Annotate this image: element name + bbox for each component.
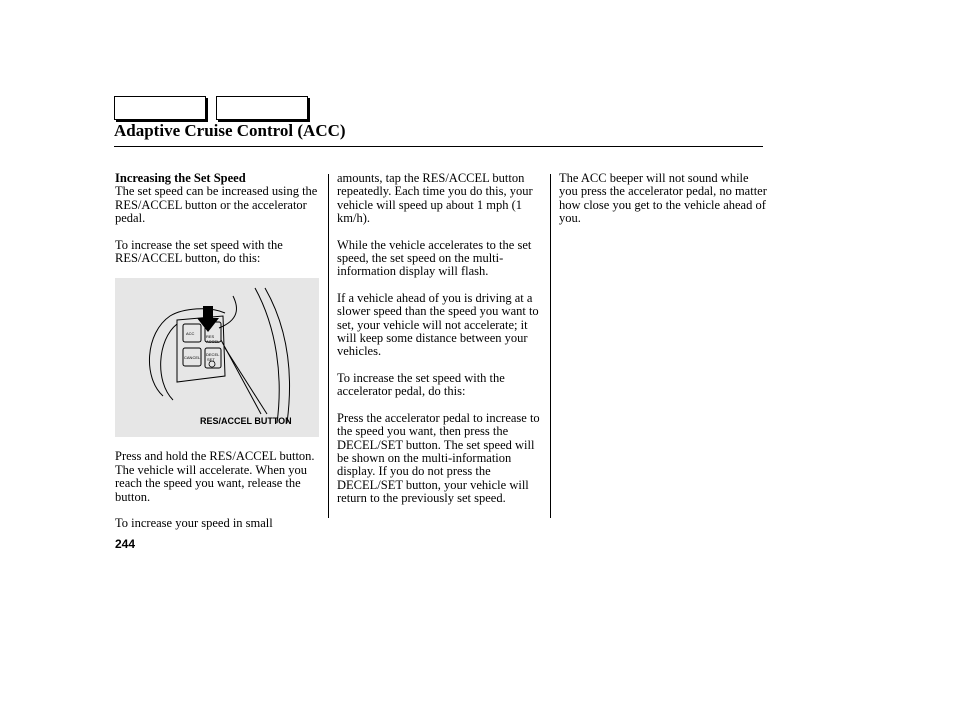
set-button-label: SET	[207, 357, 215, 363]
column-2	[337, 172, 547, 519]
paragraph: To increase the set speed with the accelerator pedal, do this:	[337, 370, 505, 399]
steering-wheel-illustration	[115, 278, 319, 437]
paragraph: While the vehicle accelerates to the set speed, the set speed on the multi-information display will flash.	[337, 237, 532, 279]
paragraph: Press and hold the RES/ACCEL button. The vehicle will accelerate. When you reach the speed you want, release the button.	[115, 449, 315, 504]
accel-button-label: ACCEL	[206, 339, 220, 345]
nav-tab-2[interactable]	[216, 96, 308, 120]
acc-button-label: ACC	[186, 331, 195, 337]
paragraph: amounts, tap the RES/ACCEL button repeatedly. Each time you do this, your vehicle will speed up about 1 mph (1 km/h).	[337, 171, 533, 226]
paragraph: To increase your speed in small	[115, 516, 273, 531]
decel-button-label: DECEL	[206, 352, 220, 358]
paragraph: If a vehicle ahead of you is driving at a slower speed than the speed you want to set, your vehicle will not accelerate; it will keep some distance between your vehicles.	[337, 290, 539, 359]
cancel-button-label: CANCEL	[184, 355, 201, 361]
column-divider-1	[328, 174, 329, 518]
title-rule	[114, 146, 763, 147]
paragraph: To increase the set speed with the RES/ACCEL button, do this:	[115, 237, 283, 266]
column-1	[115, 172, 323, 543]
paragraph: Press the accelerator pedal to increase to the speed you want, then press the DECEL/SET button. The set speed will be shown on the multi-information display. If you do not press the DECEL/SET button, your vehicle will return to the previously set speed.	[337, 410, 540, 506]
paragraph: The set speed can be increased using the RES/ACCEL button or the accelerator pedal.	[115, 184, 318, 226]
page-title: Adaptive Cruise Control (ACC)	[114, 121, 346, 140]
paragraph: The ACC beeper will not sound while you press the accelerator pedal, no matter how close you get to the vehicle ahead of you.	[559, 171, 767, 226]
section-subheading: Increasing the Set Speed	[115, 171, 246, 185]
column-3	[559, 172, 769, 239]
figure-caption: RES/ACCEL BUTTON	[200, 416, 292, 427]
column-divider-2	[550, 174, 551, 518]
steering-wheel-drawing	[115, 278, 319, 437]
page-number: 244	[115, 537, 136, 551]
nav-tab-1[interactable]	[114, 96, 206, 120]
res-button-label: RES	[206, 334, 215, 340]
